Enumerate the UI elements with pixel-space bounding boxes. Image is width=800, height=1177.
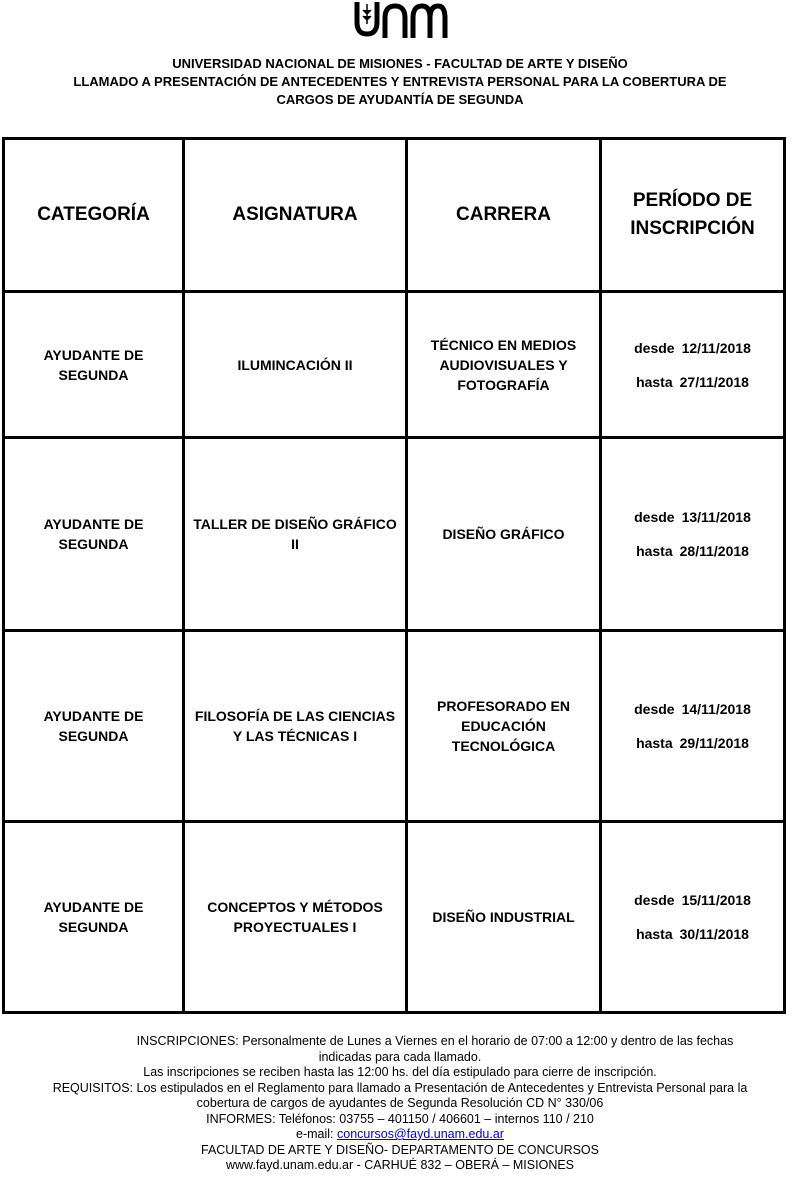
hasta-label: hasta (636, 543, 673, 559)
footer-requisitos-line-2: cobertura de cargos de ayudantes de Segunda Resolución CD N° 330/06 (196, 1096, 604, 1110)
desde-date: 12/11/2018 (681, 339, 751, 356)
hasta-label: hasta (636, 926, 673, 942)
footer-department: FACULTAD DE ARTE Y DISEÑO- DEPARTAMENTO DE CONCURSOS (201, 1142, 599, 1157)
footer-web-address: www.fayd.unam.edu.ar - CARHUÉ 832 – OBERÁ – MISIONES (225, 1158, 575, 1172)
desde-label: desde (634, 701, 675, 717)
header-carrera: CARRERA (407, 139, 601, 292)
hasta-date: 28/11/2018 (679, 543, 749, 559)
cell-periodo (601, 292, 785, 438)
table-row (4, 822, 785, 1013)
cell-categoria: AYUDANTE DE SEGUNDA (4, 292, 184, 438)
positions-table (2, 137, 786, 1014)
hasta-date: 29/11/2018 (679, 735, 749, 751)
cell-periodo (601, 631, 785, 822)
header-categoria: CATEGORÍA (4, 139, 184, 292)
hasta-date: 30/11/2018 (679, 926, 749, 942)
desde-label: desde (634, 892, 675, 908)
email-label: e-mail: (296, 1127, 334, 1141)
cell-asignatura: ILUMINCACIÓN II (184, 292, 407, 438)
cell-periodo (601, 438, 785, 631)
desde-date: 15/11/2018 (681, 892, 751, 908)
header-periodo: PERÍODO DE INSCRIPCIÓN (601, 139, 785, 292)
table-row (4, 631, 785, 822)
table-row (4, 438, 785, 631)
desde-date: 14/11/2018 (681, 701, 751, 717)
unam-logo (352, 0, 448, 40)
desde-label: desde (634, 339, 675, 356)
header-line-3: CARGOS DE AYUDANTÍA DE SEGUNDA (276, 92, 524, 107)
footer-info (0, 1034, 800, 1174)
footer-cierre: Las inscripciones se reciben hasta las 12:00 hs. del día estipulado para cierre de inscripción. (143, 1065, 657, 1079)
footer-inscripciones-line-2: indicadas para cada llamado. (318, 1049, 482, 1064)
cell-categoria: AYUDANTE DE SEGUNDA (4, 631, 184, 822)
hasta-label: hasta (636, 735, 673, 751)
cell-carrera: TÉCNICO EN MEDIOS AUDIOVISUALES Y FOTOGRAFÍA (407, 292, 601, 438)
hasta-label: hasta (636, 373, 673, 390)
cell-carrera: DISEÑO INDUSTRIAL (407, 822, 601, 1013)
header-asignatura: ASIGNATURA (184, 139, 407, 292)
footer-informes: INFORMES: Teléfonos: 03755 – 401150 / 406601 – internos 110 / 210 (206, 1111, 594, 1126)
cell-carrera: DISEÑO GRÁFICO (407, 438, 601, 631)
desde-date: 13/11/2018 (681, 509, 751, 525)
cell-periodo (601, 822, 785, 1013)
document-header (0, 55, 800, 109)
footer-inscripciones-line-1: INSCRIPCIONES: Personalmente de Lunes a Viernes en el horario de 07:00 a 12:00 y dentro de las fechas (136, 1034, 734, 1048)
desde-label: desde (634, 509, 675, 525)
cell-asignatura: FILOSOFÍA DE LAS CIENCIAS Y LAS TÉCNICAS I (184, 631, 407, 822)
cell-categoria: AYUDANTE DE SEGUNDA (4, 438, 184, 631)
table-row (4, 292, 785, 438)
header-line-2: LLAMADO A PRESENTACIÓN DE ANTECEDENTES Y ENTREVISTA PERSONAL PARA LA COBERTURA DE (73, 74, 727, 89)
cell-asignatura: TALLER DE DISEÑO GRÁFICO II (184, 438, 407, 631)
cell-carrera: PROFESORADO EN EDUCACIÓN TECNOLÓGICA (407, 631, 601, 822)
email-link[interactable]: concursos@fayd.unam.edu.ar (337, 1127, 504, 1141)
hasta-date: 27/11/2018 (679, 373, 749, 390)
footer-requisitos-line-1: REQUISITOS: Los estipulados en el Reglamento para llamado a Presentación de Antecedentes y Entrevista Personal para la (52, 1080, 748, 1095)
footer-email-line (0, 1127, 800, 1143)
cell-categoria: AYUDANTE DE SEGUNDA (4, 822, 184, 1013)
header-line-1: UNIVERSIDAD NACIONAL DE MISIONES - FACULTAD DE ARTE Y DISEÑO (172, 56, 628, 71)
cell-asignatura: CONCEPTOS Y MÉTODOS PROYECTUALES I (184, 822, 407, 1013)
table-header-row (4, 139, 785, 292)
